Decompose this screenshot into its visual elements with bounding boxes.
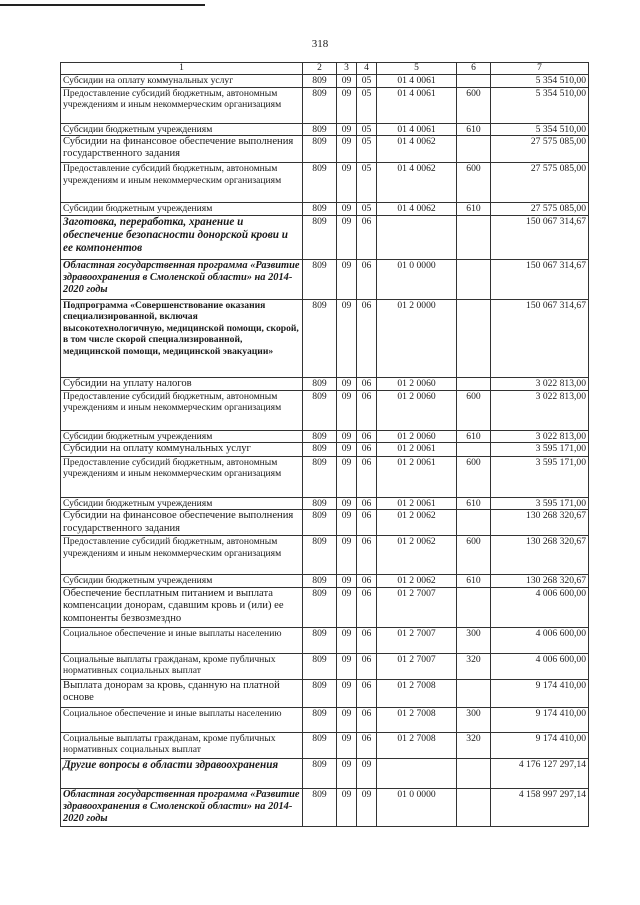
amount-cell: 130 268 320,67: [491, 510, 589, 536]
amount-cell: 150 067 314,67: [491, 259, 589, 299]
code-section-cell: 09: [337, 75, 357, 88]
code-expense-type-cell: [457, 215, 491, 259]
code-expense-type-cell: 610: [457, 203, 491, 216]
code-section-cell: 09: [337, 136, 357, 163]
amount-cell: 9 174 410,00: [491, 679, 589, 707]
column-header: 2: [303, 63, 337, 75]
amount-cell: 4 176 127 297,14: [491, 758, 589, 788]
code-subsection-cell: 06: [357, 299, 377, 377]
code-target-cell: 01 2 0061: [377, 456, 457, 497]
row-name-cell: Субсидии бюджетным учреждениям: [61, 497, 303, 510]
code-target-cell: 01 2 7008: [377, 707, 457, 732]
row-name-cell: Предоставление субсидий бюджетным, автономным учреждениям и иным некоммерческим организациям: [61, 87, 303, 123]
table-row: [61, 627, 589, 653]
table-row: [61, 679, 589, 707]
row-name-cell: Подпрограмма «Совершенствование оказания специализированной, включая высокотехнологичную, медицинской помощи, скорой, в том числе скорой специализированной, медицинской помощи, медицинской эвакуации»: [61, 299, 303, 377]
code-admin-cell: 809: [303, 497, 337, 510]
code-expense-type-cell: [457, 299, 491, 377]
code-subsection-cell: 06: [357, 679, 377, 707]
code-section-cell: 09: [337, 259, 357, 299]
code-subsection-cell: 06: [357, 259, 377, 299]
code-subsection-cell: 06: [357, 536, 377, 575]
code-admin-cell: 809: [303, 75, 337, 88]
row-name-cell: Субсидии бюджетным учреждениям: [61, 203, 303, 216]
code-section-cell: 09: [337, 653, 357, 679]
code-target-cell: 01 2 7007: [377, 653, 457, 679]
code-target-cell: 01 2 7008: [377, 732, 457, 758]
code-subsection-cell: 06: [357, 627, 377, 653]
table-row: [61, 653, 589, 679]
code-admin-cell: 809: [303, 627, 337, 653]
code-expense-type-cell: [457, 510, 491, 536]
top-rule: [0, 4, 205, 6]
row-name-cell: Субсидии бюджетным учреждениям: [61, 123, 303, 136]
code-subsection-cell: 06: [357, 707, 377, 732]
code-expense-type-cell: [457, 136, 491, 163]
code-section-cell: 09: [337, 732, 357, 758]
table-row: [61, 299, 589, 377]
row-name-cell: Социальное обеспечение и иные выплаты населению: [61, 707, 303, 732]
code-subsection-cell: 05: [357, 163, 377, 203]
table-row: [61, 732, 589, 758]
amount-cell: 27 575 085,00: [491, 163, 589, 203]
code-admin-cell: 809: [303, 299, 337, 377]
code-section-cell: 09: [337, 87, 357, 123]
amount-cell: 5 354 510,00: [491, 87, 589, 123]
row-name-cell: Субсидии на финансовое обеспечение выполнения государственного задания: [61, 136, 303, 163]
code-expense-type-cell: [457, 443, 491, 456]
table-row: [61, 456, 589, 497]
code-subsection-cell: 09: [357, 758, 377, 788]
code-admin-cell: 809: [303, 587, 337, 627]
code-section-cell: 09: [337, 510, 357, 536]
table-row: [61, 123, 589, 136]
code-admin-cell: 809: [303, 758, 337, 788]
table-row: [61, 575, 589, 588]
code-admin-cell: 809: [303, 653, 337, 679]
code-target-cell: 01 2 0062: [377, 536, 457, 575]
code-target-cell: 01 2 0061: [377, 497, 457, 510]
code-target-cell: 01 0 0000: [377, 259, 457, 299]
code-target-cell: 01 2 0062: [377, 510, 457, 536]
page-number: 318: [311, 38, 329, 50]
code-section-cell: 09: [337, 707, 357, 732]
amount-cell: 27 575 085,00: [491, 203, 589, 216]
code-admin-cell: 809: [303, 215, 337, 259]
code-target-cell: 01 2 0061: [377, 443, 457, 456]
table-row: [61, 758, 589, 788]
amount-cell: 9 174 410,00: [491, 707, 589, 732]
amount-cell: 3 022 813,00: [491, 377, 589, 390]
row-name-cell: Субсидии на оплату коммунальных услуг: [61, 443, 303, 456]
table-row: [61, 377, 589, 390]
amount-cell: 3 595 171,00: [491, 456, 589, 497]
row-name-cell: Субсидии бюджетным учреждениям: [61, 430, 303, 443]
code-target-cell: 01 4 0062: [377, 163, 457, 203]
code-expense-type-cell: 320: [457, 732, 491, 758]
amount-cell: 130 268 320,67: [491, 575, 589, 588]
code-expense-type-cell: 610: [457, 430, 491, 443]
code-subsection-cell: 06: [357, 497, 377, 510]
code-target-cell: 01 2 7008: [377, 679, 457, 707]
table-row: [61, 443, 589, 456]
code-target-cell: 01 0 0000: [377, 788, 457, 826]
code-admin-cell: 809: [303, 707, 337, 732]
amount-cell: 3 022 813,00: [491, 390, 589, 430]
code-subsection-cell: 09: [357, 788, 377, 826]
code-subsection-cell: 05: [357, 136, 377, 163]
table-row: [61, 788, 589, 826]
code-section-cell: 09: [337, 215, 357, 259]
code-target-cell: 01 4 0062: [377, 203, 457, 216]
code-subsection-cell: 06: [357, 456, 377, 497]
code-subsection-cell: 06: [357, 443, 377, 456]
table-row: [61, 259, 589, 299]
code-section-cell: 09: [337, 430, 357, 443]
column-header: 1: [61, 63, 303, 75]
code-target-cell: 01 4 0061: [377, 87, 457, 123]
code-expense-type-cell: 600: [457, 163, 491, 203]
budget-table: [60, 62, 589, 827]
code-target-cell: 01 2 0060: [377, 430, 457, 443]
code-expense-type-cell: 610: [457, 497, 491, 510]
code-target-cell: 01 2 7007: [377, 587, 457, 627]
row-name-cell: Обеспечение бесплатным питанием и выплата компенсации донорам, сдавшим кровь и (или) ее компоненты безвозмездно: [61, 587, 303, 627]
code-admin-cell: 809: [303, 259, 337, 299]
amount-cell: 150 067 314,67: [491, 299, 589, 377]
code-admin-cell: 809: [303, 430, 337, 443]
column-header: 4: [357, 63, 377, 75]
amount-cell: 3 595 171,00: [491, 497, 589, 510]
code-section-cell: 09: [337, 163, 357, 203]
table-row: [61, 87, 589, 123]
code-subsection-cell: 06: [357, 215, 377, 259]
code-section-cell: 09: [337, 587, 357, 627]
row-name-cell: Областная государственная программа «Развитие здравоохранения в Смоленской области» на 2014-2020 годы: [61, 788, 303, 826]
table-row: [61, 215, 589, 259]
amount-cell: 27 575 085,00: [491, 136, 589, 163]
code-section-cell: 09: [337, 627, 357, 653]
code-section-cell: 09: [337, 390, 357, 430]
amount-cell: 150 067 314,67: [491, 215, 589, 259]
code-section-cell: 09: [337, 575, 357, 588]
table-row: [61, 536, 589, 575]
code-admin-cell: 809: [303, 732, 337, 758]
code-target-cell: [377, 215, 457, 259]
code-section-cell: 09: [337, 377, 357, 390]
code-admin-cell: 809: [303, 443, 337, 456]
code-section-cell: 09: [337, 123, 357, 136]
code-target-cell: 01 2 7007: [377, 627, 457, 653]
code-target-cell: [377, 758, 457, 788]
row-name-cell: Предоставление субсидий бюджетным, автономным учреждениям и иным некоммерческим организациям: [61, 390, 303, 430]
amount-cell: 5 354 510,00: [491, 75, 589, 88]
row-name-cell: Социальные выплаты гражданам, кроме публичных нормативных социальных выплат: [61, 732, 303, 758]
code-subsection-cell: 06: [357, 390, 377, 430]
table-row: [61, 390, 589, 430]
code-target-cell: 01 2 0060: [377, 390, 457, 430]
code-admin-cell: 809: [303, 575, 337, 588]
code-expense-type-cell: 600: [457, 536, 491, 575]
code-section-cell: 09: [337, 443, 357, 456]
code-section-cell: 09: [337, 299, 357, 377]
row-name-cell: Субсидии на финансовое обеспечение выполнения государственного задания: [61, 510, 303, 536]
column-header: 5: [377, 63, 457, 75]
code-section-cell: 09: [337, 679, 357, 707]
column-header: 7: [491, 63, 589, 75]
code-subsection-cell: 06: [357, 732, 377, 758]
row-name-cell: Заготовка, переработка, хранение и обеспечение безопасности донорской крови и ее компонентов: [61, 215, 303, 259]
code-subsection-cell: 05: [357, 203, 377, 216]
row-name-cell: Выплата донорам за кровь, сданную на платной основе: [61, 679, 303, 707]
table-row: [61, 497, 589, 510]
table-row: [61, 75, 589, 88]
code-section-cell: 09: [337, 456, 357, 497]
code-subsection-cell: 06: [357, 575, 377, 588]
code-expense-type-cell: [457, 758, 491, 788]
row-name-cell: Субсидии на оплату коммунальных услуг: [61, 75, 303, 88]
code-expense-type-cell: 600: [457, 87, 491, 123]
code-expense-type-cell: 300: [457, 627, 491, 653]
table-row: [61, 203, 589, 216]
amount-cell: 3 022 813,00: [491, 430, 589, 443]
code-expense-type-cell: [457, 679, 491, 707]
code-subsection-cell: 06: [357, 587, 377, 627]
amount-cell: 3 595 171,00: [491, 443, 589, 456]
code-subsection-cell: 06: [357, 510, 377, 536]
row-name-cell: Предоставление субсидий бюджетным, автономным учреждениям и иным некоммерческим организациям: [61, 536, 303, 575]
code-target-cell: 01 2 0000: [377, 299, 457, 377]
code-admin-cell: 809: [303, 203, 337, 216]
code-admin-cell: 809: [303, 390, 337, 430]
code-admin-cell: 809: [303, 536, 337, 575]
code-section-cell: 09: [337, 758, 357, 788]
column-header: 3: [337, 63, 357, 75]
code-subsection-cell: 06: [357, 377, 377, 390]
code-expense-type-cell: 600: [457, 456, 491, 497]
table-row: [61, 136, 589, 163]
code-admin-cell: 809: [303, 377, 337, 390]
code-admin-cell: 809: [303, 510, 337, 536]
amount-cell: 4 006 600,00: [491, 587, 589, 627]
amount-cell: 5 354 510,00: [491, 123, 589, 136]
column-header: 6: [457, 63, 491, 75]
code-admin-cell: 809: [303, 87, 337, 123]
code-expense-type-cell: [457, 259, 491, 299]
table-row: [61, 430, 589, 443]
row-name-cell: Социальное обеспечение и иные выплаты населению: [61, 627, 303, 653]
amount-cell: 4 158 997 297,14: [491, 788, 589, 826]
code-subsection-cell: 06: [357, 430, 377, 443]
code-subsection-cell: 05: [357, 87, 377, 123]
row-name-cell: Предоставление субсидий бюджетным, автономным учреждениям и иным некоммерческим организациям: [61, 456, 303, 497]
table-header-row: [61, 63, 589, 75]
code-expense-type-cell: [457, 587, 491, 627]
code-admin-cell: 809: [303, 136, 337, 163]
code-expense-type-cell: [457, 788, 491, 826]
code-admin-cell: 809: [303, 456, 337, 497]
table-row: [61, 587, 589, 627]
code-section-cell: 09: [337, 536, 357, 575]
code-expense-type-cell: 610: [457, 575, 491, 588]
code-target-cell: 01 4 0061: [377, 123, 457, 136]
amount-cell: 9 174 410,00: [491, 732, 589, 758]
table-row: [61, 163, 589, 203]
code-target-cell: 01 4 0062: [377, 136, 457, 163]
row-name-cell: Субсидии на уплату налогов: [61, 377, 303, 390]
table-row: [61, 510, 589, 536]
code-subsection-cell: 05: [357, 123, 377, 136]
row-name-cell: Областная государственная программа «Развитие здравоохранения в Смоленской области» на 2014-2020 годы: [61, 259, 303, 299]
code-admin-cell: 809: [303, 123, 337, 136]
code-target-cell: 01 4 0061: [377, 75, 457, 88]
code-subsection-cell: 05: [357, 75, 377, 88]
row-name-cell: Другие вопросы в области здравоохранения: [61, 758, 303, 788]
code-expense-type-cell: 610: [457, 123, 491, 136]
code-target-cell: 01 2 0062: [377, 575, 457, 588]
code-expense-type-cell: 320: [457, 653, 491, 679]
code-expense-type-cell: 300: [457, 707, 491, 732]
code-section-cell: 09: [337, 203, 357, 216]
code-admin-cell: 809: [303, 788, 337, 826]
code-expense-type-cell: [457, 377, 491, 390]
row-name-cell: Субсидии бюджетным учреждениям: [61, 575, 303, 588]
code-subsection-cell: 06: [357, 653, 377, 679]
table-row: [61, 707, 589, 732]
code-section-cell: 09: [337, 497, 357, 510]
code-target-cell: 01 2 0060: [377, 377, 457, 390]
amount-cell: 4 006 600,00: [491, 627, 589, 653]
code-section-cell: 09: [337, 788, 357, 826]
amount-cell: 130 268 320,67: [491, 536, 589, 575]
amount-cell: 4 006 600,00: [491, 653, 589, 679]
row-name-cell: Социальные выплаты гражданам, кроме публичных нормативных социальных выплат: [61, 653, 303, 679]
code-expense-type-cell: [457, 75, 491, 88]
code-admin-cell: 809: [303, 163, 337, 203]
row-name-cell: Предоставление субсидий бюджетным, автономным учреждениям и иным некоммерческим организациям: [61, 163, 303, 203]
code-expense-type-cell: 600: [457, 390, 491, 430]
code-admin-cell: 809: [303, 679, 337, 707]
